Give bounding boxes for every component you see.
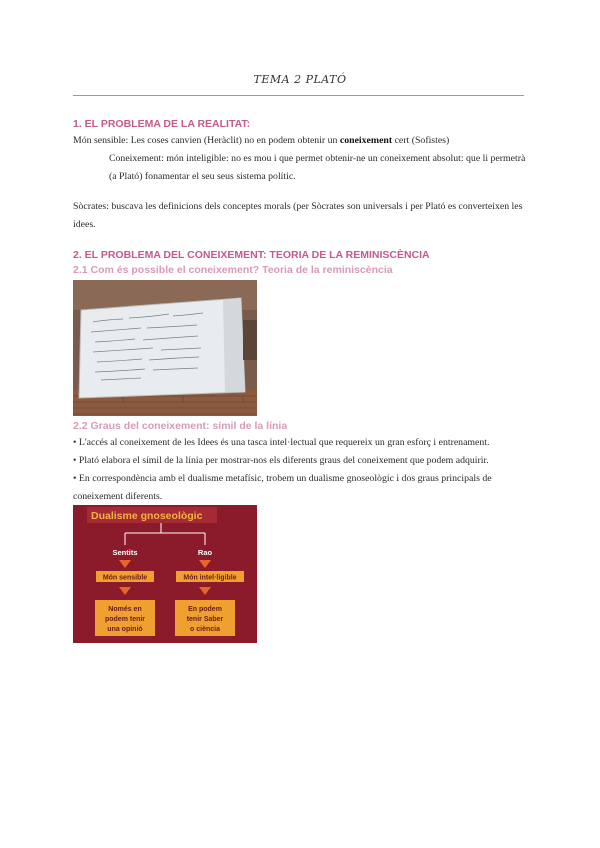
bullet-1: • L'accés al coneixement de les Idees és una tasca intel·lectual que requereix un gran esforç i entrenament.	[73, 437, 490, 448]
section-1-heading: 1. EL PROBLEMA DE LA REALITAT:	[73, 118, 251, 130]
diagram-left-box: Món sensible	[102, 574, 148, 582]
diagram-right-result-2: tenir Saber	[186, 616, 224, 623]
diagram-right-result-1: En podem	[188, 606, 222, 613]
diagram-left-result-1: Només en	[108, 606, 142, 613]
section-2-heading: 2. EL PROBLEMA DEL CONEIXEMENT: TEORIA DE LA REMINISCÈNCIA	[73, 249, 430, 261]
subsection-2-1-heading: 2.1 Com és possible el coneixement? Teoria de la reminiscència	[73, 264, 393, 276]
bullet-3: • En correspondència amb el dualisme metafísic, trobem un dualisme gnoseològic i dos graus principals de coneixement diferents.	[73, 473, 492, 502]
dualisme-diagram	[73, 505, 257, 643]
paragraph-mon-sensible	[73, 132, 533, 150]
paragraph-socrates: Sòcrates: buscava les definicions dels conceptes morals (per Sòcrates son universals i per Plató es converteixen les idees.	[73, 201, 523, 230]
mon-sensible-text: Món sensible: Les coses canvien (Heràclit) no en podem obtenir un	[73, 135, 340, 146]
diagram-right-result-3: o ciència	[190, 626, 220, 633]
diagram-left-result-2: podem tenir	[104, 616, 146, 623]
diagram-right-box: Món intel·ligible	[183, 574, 237, 582]
paragraph-coneixement: Coneixement: món inteligible: no es mou i que permet obtenir-ne un coneixement absolut: que li permetrà (a Plató) fonamentar el seu seus sistema polític.	[109, 153, 526, 182]
whiteboard-photo	[73, 280, 257, 416]
diagram-left-label: Sentits	[112, 548, 138, 557]
page-title: TEMA 2 PLATÓ	[253, 73, 347, 86]
diagram-right-label: Rao	[197, 548, 213, 557]
title-divider	[73, 95, 524, 96]
diagram-left-result-3: una opinió	[107, 626, 143, 633]
subsection-2-2-heading: 2.2 Graus del coneixement: símil de la línia	[73, 420, 288, 432]
coneixement-bold: coneixement	[339, 135, 393, 146]
diagram-title: Dualisme gnoseològic	[91, 510, 203, 522]
bullet-2: • Plató elabora el símil de la línia per mostrar-nos els diferents graus del coneixement que podem adquirir.	[73, 455, 489, 466]
mon-sensible-suffix: cert (Sofistes)	[392, 135, 450, 146]
